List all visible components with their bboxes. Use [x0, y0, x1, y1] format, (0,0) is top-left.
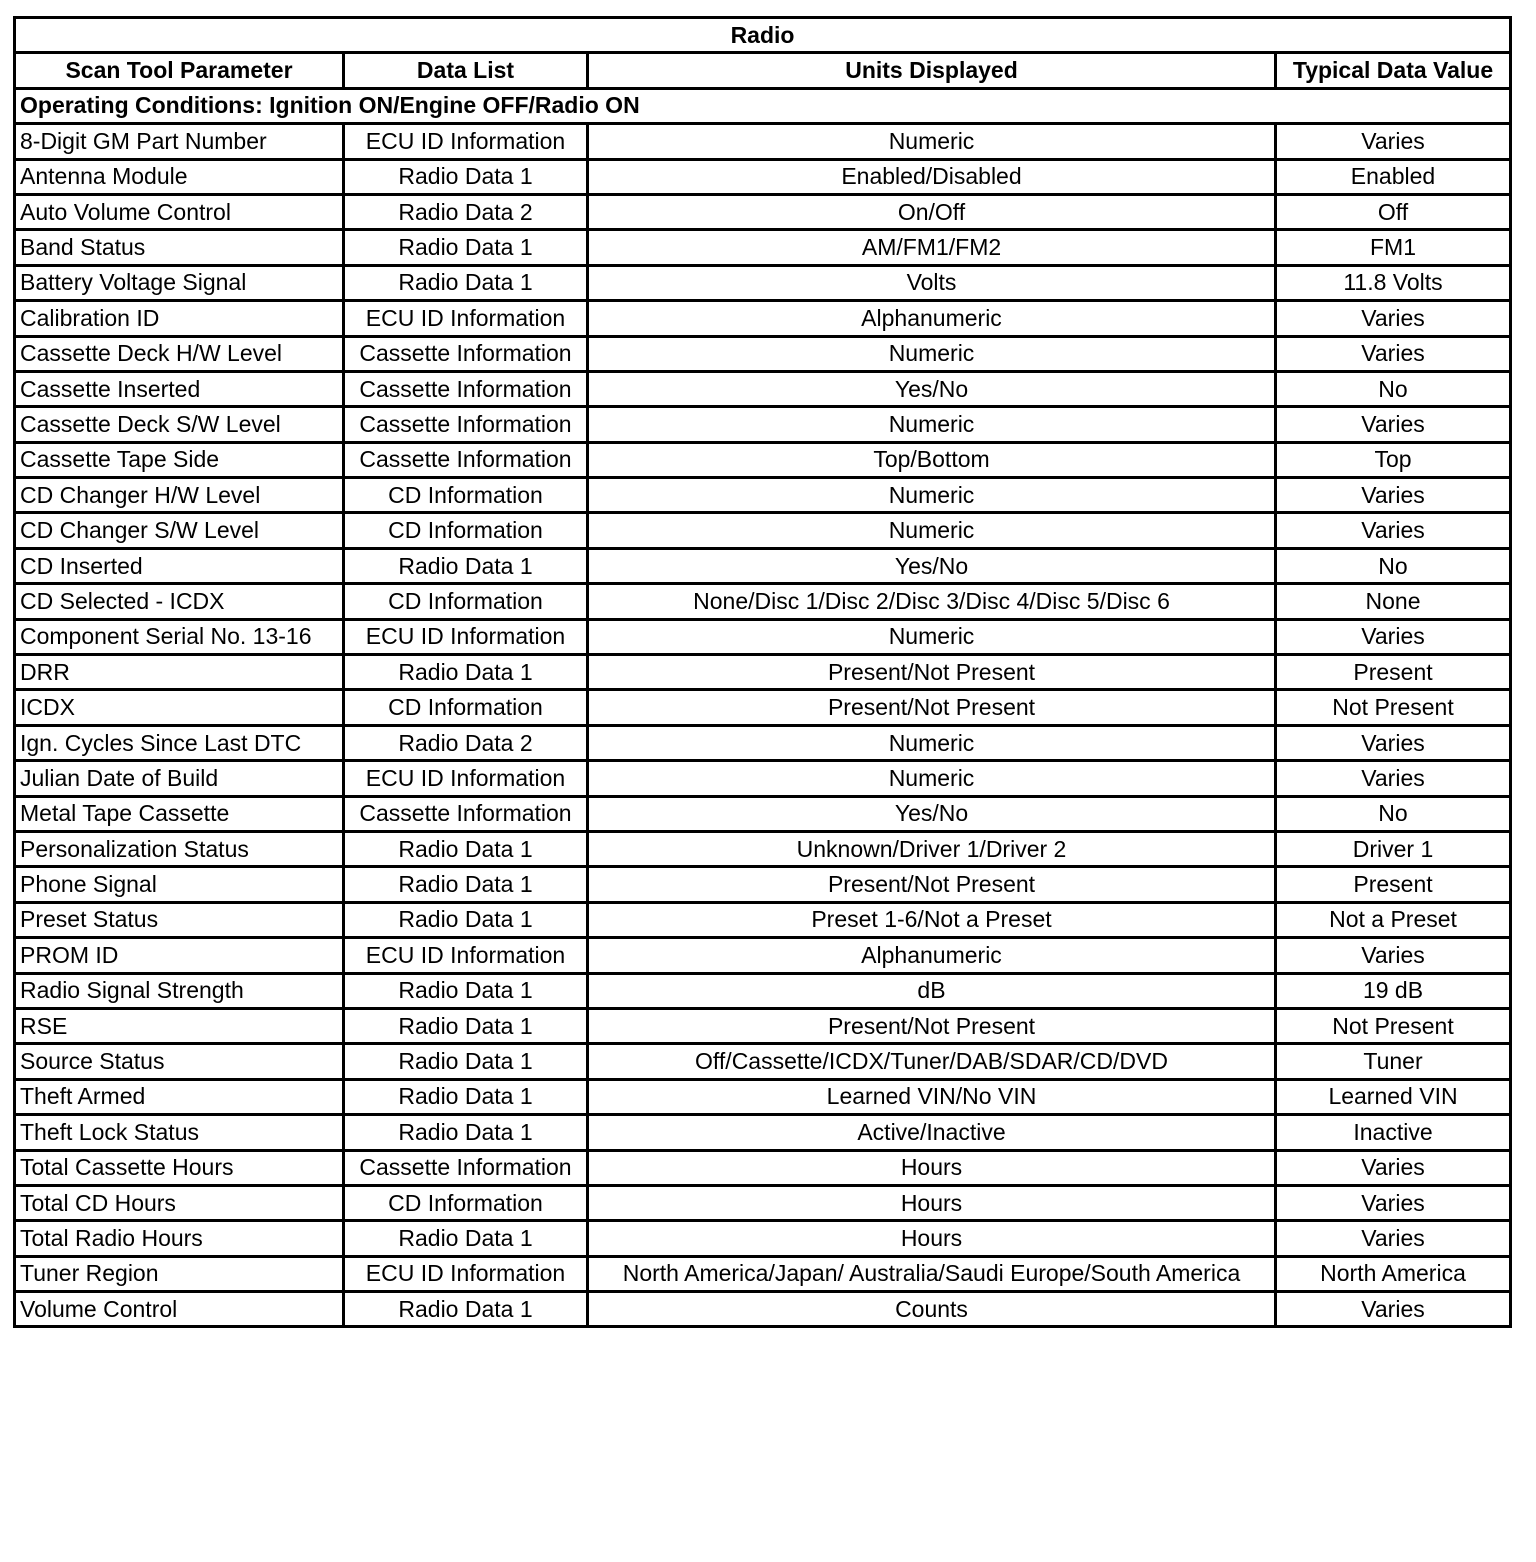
parameter-cell: CD Inserted [15, 548, 344, 583]
table-row [15, 265, 1511, 300]
units-cell: Present/Not Present [588, 867, 1276, 902]
table-title: Radio [15, 18, 1511, 53]
table-row [15, 1115, 1511, 1150]
units-cell: Yes/No [588, 548, 1276, 583]
table-row [15, 619, 1511, 654]
data-list-cell: Radio Data 1 [344, 831, 588, 866]
parameter-cell: Auto Volume Control [15, 194, 344, 229]
data-list-cell: Radio Data 1 [344, 1079, 588, 1114]
typical-value-cell: Present [1276, 867, 1511, 902]
data-list-cell: CD Information [344, 584, 588, 619]
parameter-cell: Personalization Status [15, 831, 344, 866]
units-cell: None/Disc 1/Disc 2/Disc 3/Disc 4/Disc 5/Disc 6 [588, 584, 1276, 619]
units-cell: Hours [588, 1185, 1276, 1220]
typical-value-cell: No [1276, 371, 1511, 406]
table-row [15, 407, 1511, 442]
table-row [15, 584, 1511, 619]
parameter-cell: Cassette Deck S/W Level [15, 407, 344, 442]
data-list-cell: Cassette Information [344, 336, 588, 371]
parameter-cell: Source Status [15, 1044, 344, 1079]
typical-value-cell: Varies [1276, 478, 1511, 513]
parameter-cell: Theft Lock Status [15, 1115, 344, 1150]
units-cell: On/Off [588, 194, 1276, 229]
typical-value-cell: Inactive [1276, 1115, 1511, 1150]
table-body [15, 88, 1511, 1327]
parameter-cell: Tuner Region [15, 1256, 344, 1291]
parameter-cell: Component Serial No. 13-16 [15, 619, 344, 654]
data-list-cell: Radio Data 1 [344, 1115, 588, 1150]
data-list-cell: ECU ID Information [344, 124, 588, 159]
table-row [15, 938, 1511, 973]
typical-value-cell: Varies [1276, 1185, 1511, 1220]
table-row [15, 902, 1511, 937]
table-row [15, 1044, 1511, 1079]
typical-value-cell: Top [1276, 442, 1511, 477]
parameter-cell: DRR [15, 655, 344, 690]
units-cell: Enabled/Disabled [588, 159, 1276, 194]
table-row [15, 1221, 1511, 1256]
typical-value-cell: Present [1276, 655, 1511, 690]
data-list-cell: Radio Data 1 [344, 867, 588, 902]
typical-value-cell: Varies [1276, 938, 1511, 973]
typical-value-cell: FM1 [1276, 230, 1511, 265]
typical-value-cell: Tuner [1276, 1044, 1511, 1079]
data-list-cell: Radio Data 1 [344, 1044, 588, 1079]
table-row [15, 548, 1511, 583]
table-row [15, 301, 1511, 336]
data-list-cell: ECU ID Information [344, 301, 588, 336]
units-cell: North America/Japan/ Australia/Saudi Europe/South America [588, 1256, 1276, 1291]
typical-value-cell: Varies [1276, 301, 1511, 336]
typical-value-cell: Varies [1276, 407, 1511, 442]
parameter-cell: Theft Armed [15, 1079, 344, 1114]
table-row [15, 973, 1511, 1008]
data-list-cell: Radio Data 1 [344, 973, 588, 1008]
parameter-cell: Preset Status [15, 902, 344, 937]
typical-value-cell: Learned VIN [1276, 1079, 1511, 1114]
units-cell: Active/Inactive [588, 1115, 1276, 1150]
data-list-cell: Cassette Information [344, 407, 588, 442]
radio-data-table [13, 16, 1512, 1328]
data-list-cell: Radio Data 2 [344, 725, 588, 760]
data-list-cell: Cassette Information [344, 371, 588, 406]
table-row [15, 478, 1511, 513]
data-list-cell: Radio Data 1 [344, 159, 588, 194]
parameter-cell: CD Selected - ICDX [15, 584, 344, 619]
data-list-cell: Cassette Information [344, 796, 588, 831]
typical-value-cell: Varies [1276, 619, 1511, 654]
table-row [15, 725, 1511, 760]
parameter-cell: Phone Signal [15, 867, 344, 902]
table-row [15, 1079, 1511, 1114]
parameter-cell: Radio Signal Strength [15, 973, 344, 1008]
parameter-cell: CD Changer S/W Level [15, 513, 344, 548]
typical-value-cell: Not Present [1276, 690, 1511, 725]
typical-value-cell: Varies [1276, 761, 1511, 796]
units-cell: Hours [588, 1221, 1276, 1256]
units-cell: Preset 1-6/Not a Preset [588, 902, 1276, 937]
parameter-cell: ICDX [15, 690, 344, 725]
data-list-cell: CD Information [344, 690, 588, 725]
data-list-cell: Radio Data 1 [344, 1008, 588, 1043]
header-data-list: Data List [344, 53, 588, 88]
table-row [15, 761, 1511, 796]
units-cell: Learned VIN/No VIN [588, 1079, 1276, 1114]
table-row [15, 1150, 1511, 1185]
table-row [15, 371, 1511, 406]
typical-value-cell: Enabled [1276, 159, 1511, 194]
parameter-cell: Metal Tape Cassette [15, 796, 344, 831]
units-cell: Hours [588, 1150, 1276, 1185]
typical-value-cell: Varies [1276, 1292, 1511, 1327]
parameter-cell: RSE [15, 1008, 344, 1043]
header-scan-tool-parameter: Scan Tool Parameter [15, 53, 344, 88]
units-cell: Top/Bottom [588, 442, 1276, 477]
parameter-cell: Total Cassette Hours [15, 1150, 344, 1185]
units-cell: Numeric [588, 619, 1276, 654]
table-row [15, 1185, 1511, 1220]
title-row [15, 18, 1511, 53]
units-cell: Counts [588, 1292, 1276, 1327]
units-cell: Yes/No [588, 371, 1276, 406]
table-row [15, 336, 1511, 371]
units-cell: Numeric [588, 478, 1276, 513]
parameter-cell: Band Status [15, 230, 344, 265]
data-list-cell: Cassette Information [344, 1150, 588, 1185]
parameter-cell: Julian Date of Build [15, 761, 344, 796]
table-row [15, 194, 1511, 229]
table-row [15, 1292, 1511, 1327]
data-list-cell: Radio Data 1 [344, 230, 588, 265]
data-list-cell: Radio Data 1 [344, 1292, 588, 1327]
data-list-cell: CD Information [344, 478, 588, 513]
header-row [15, 53, 1511, 88]
typical-value-cell: Varies [1276, 336, 1511, 371]
units-cell: Present/Not Present [588, 655, 1276, 690]
units-cell: Present/Not Present [588, 690, 1276, 725]
typical-value-cell: Not Present [1276, 1008, 1511, 1043]
parameter-cell: Battery Voltage Signal [15, 265, 344, 300]
units-cell: Numeric [588, 336, 1276, 371]
table-row [15, 655, 1511, 690]
data-list-cell: ECU ID Information [344, 938, 588, 973]
typical-value-cell: 19 dB [1276, 973, 1511, 1008]
table-row [15, 442, 1511, 477]
typical-value-cell: No [1276, 796, 1511, 831]
parameter-cell: CD Changer H/W Level [15, 478, 344, 513]
data-list-cell: CD Information [344, 513, 588, 548]
table-row [15, 690, 1511, 725]
typical-value-cell: Driver 1 [1276, 831, 1511, 866]
typical-value-cell: No [1276, 548, 1511, 583]
table-row [15, 796, 1511, 831]
table-row [15, 867, 1511, 902]
operating-conditions: Operating Conditions: Ignition ON/Engine OFF/Radio ON [15, 88, 1511, 123]
data-list-cell: ECU ID Information [344, 1256, 588, 1291]
table-row [15, 513, 1511, 548]
units-cell: Unknown/Driver 1/Driver 2 [588, 831, 1276, 866]
parameter-cell: Cassette Tape Side [15, 442, 344, 477]
parameter-cell: Total Radio Hours [15, 1221, 344, 1256]
typical-value-cell: Off [1276, 194, 1511, 229]
typical-value-cell: Varies [1276, 1150, 1511, 1185]
units-cell: Yes/No [588, 796, 1276, 831]
typical-value-cell: Varies [1276, 725, 1511, 760]
table-row [15, 230, 1511, 265]
parameter-cell: Cassette Inserted [15, 371, 344, 406]
data-list-cell: Radio Data 2 [344, 194, 588, 229]
header-units-displayed: Units Displayed [588, 53, 1276, 88]
data-list-cell: ECU ID Information [344, 619, 588, 654]
typical-value-cell: Varies [1276, 1221, 1511, 1256]
parameter-cell: Antenna Module [15, 159, 344, 194]
units-cell: Alphanumeric [588, 938, 1276, 973]
table-row [15, 1008, 1511, 1043]
parameter-cell: Total CD Hours [15, 1185, 344, 1220]
typical-value-cell: Varies [1276, 513, 1511, 548]
units-cell: Numeric [588, 725, 1276, 760]
units-cell: Numeric [588, 513, 1276, 548]
units-cell: Numeric [588, 761, 1276, 796]
units-cell: Alphanumeric [588, 301, 1276, 336]
typical-value-cell: Varies [1276, 124, 1511, 159]
data-list-cell: CD Information [344, 1185, 588, 1220]
data-list-cell: Radio Data 1 [344, 265, 588, 300]
units-cell: Volts [588, 265, 1276, 300]
table-row [15, 831, 1511, 866]
data-list-cell: Radio Data 1 [344, 1221, 588, 1256]
parameter-cell: Calibration ID [15, 301, 344, 336]
parameter-cell: Ign. Cycles Since Last DTC [15, 725, 344, 760]
typical-value-cell: None [1276, 584, 1511, 619]
data-list-cell: Cassette Information [344, 442, 588, 477]
units-cell: Present/Not Present [588, 1008, 1276, 1043]
table-row [15, 124, 1511, 159]
header-typical-data-value: Typical Data Value [1276, 53, 1511, 88]
data-list-cell: Radio Data 1 [344, 548, 588, 583]
typical-value-cell: Not a Preset [1276, 902, 1511, 937]
table-row [15, 1256, 1511, 1291]
units-cell: AM/FM1/FM2 [588, 230, 1276, 265]
units-cell: Numeric [588, 407, 1276, 442]
units-cell: dB [588, 973, 1276, 1008]
typical-value-cell: North America [1276, 1256, 1511, 1291]
parameter-cell: 8-Digit GM Part Number [15, 124, 344, 159]
parameter-cell: Cassette Deck H/W Level [15, 336, 344, 371]
units-cell: Off/Cassette/ICDX/Tuner/DAB/SDAR/CD/DVD [588, 1044, 1276, 1079]
table-row [15, 159, 1511, 194]
parameter-cell: Volume Control [15, 1292, 344, 1327]
data-list-cell: ECU ID Information [344, 761, 588, 796]
operating-conditions-row [15, 88, 1511, 123]
typical-value-cell: 11.8 Volts [1276, 265, 1511, 300]
data-list-cell: Radio Data 1 [344, 655, 588, 690]
data-list-cell: Radio Data 1 [344, 902, 588, 937]
parameter-cell: PROM ID [15, 938, 344, 973]
units-cell: Numeric [588, 124, 1276, 159]
